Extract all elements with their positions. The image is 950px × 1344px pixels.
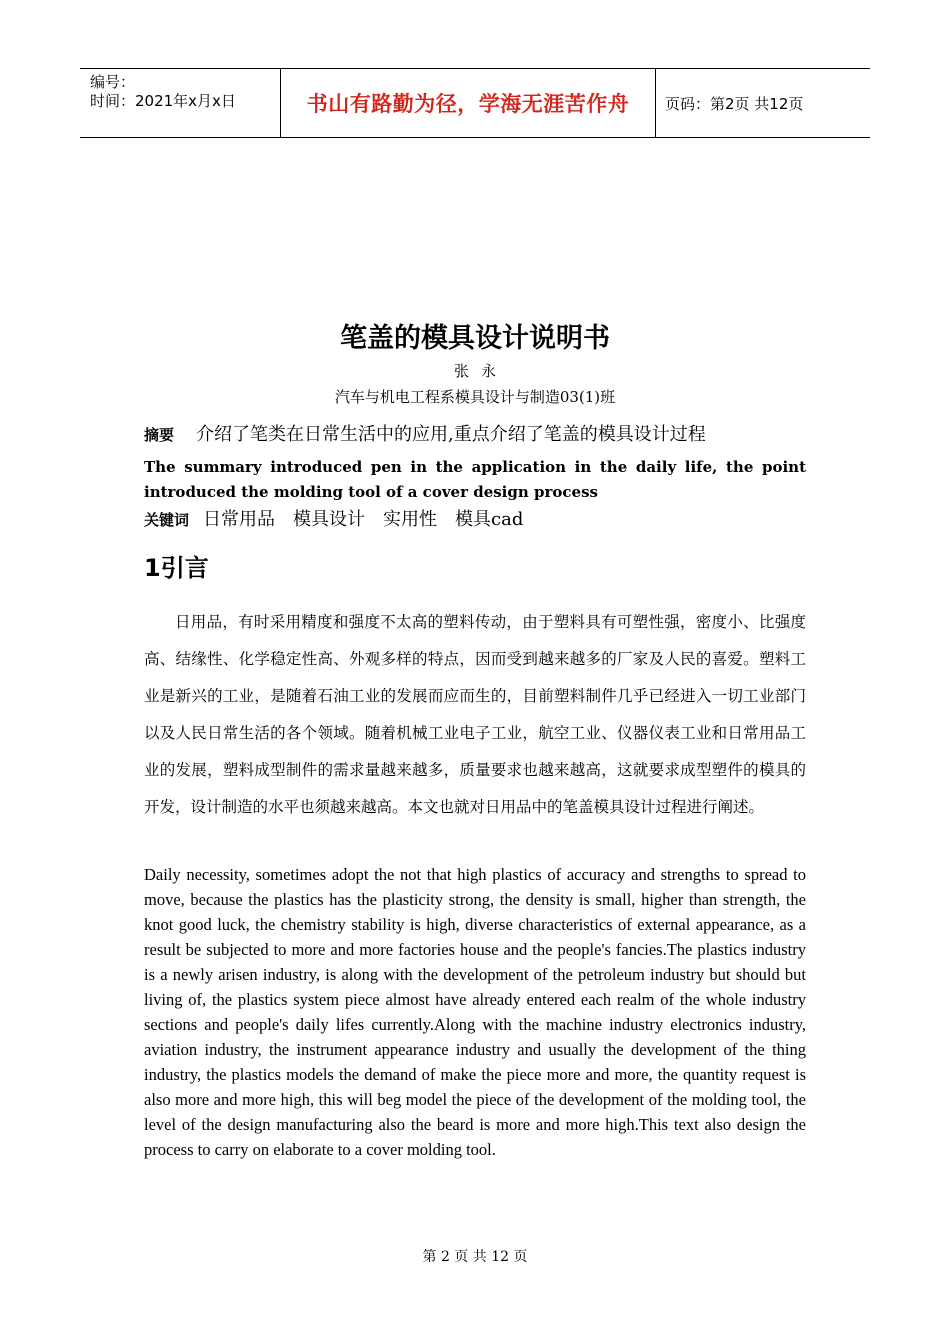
keywords-label: 关键词: [144, 511, 190, 529]
header-motto-cell: [280, 69, 656, 137]
department: 汽车与机电工程系模具设计与制造03(1)班: [334, 388, 616, 406]
abstract-zh-text: 介绍了笔类在日常生活中的应用,重点介绍了笔盖的模具设计过程: [196, 424, 706, 445]
header-info-cell: [80, 69, 280, 137]
document-title: 笔盖的模具设计说明书: [340, 323, 610, 354]
keyword-item: 实用性: [383, 509, 438, 530]
abstract-label: 摘要: [144, 426, 175, 444]
author-name: 张永: [453, 362, 508, 380]
keyword-item: 模具设计: [293, 509, 366, 530]
time-label: 时间：2021年x月x日: [90, 92, 236, 110]
section-heading: 1引言: [144, 554, 209, 582]
page-header: [80, 68, 870, 138]
keywords: [144, 505, 806, 531]
page-code: 页码：第2页 共12页: [665, 94, 804, 113]
abstract-en: The summary introduced pen in the application in the daily life, the point introduced the molding tool of a cover design process: [144, 458, 806, 501]
page-footer: 第 2 页 共 12 页: [422, 1249, 528, 1265]
paragraph-zh: 日用品，有时采用精度和强度不太高的塑料传动，由于塑料具有可塑性强，密度小、比强度高、结缘性、化学稳定性高、外观多样的特点，因而受到越来越多的厂家及人民的喜爱。塑料工业是新兴的工业，是随着石油工业的发展而应而生的，目前塑料制件几乎已经进入一切工业部门以及人民日常生活的各个领域。随着机械工业电子工业，航空工业、仪器仪表工业和日常用品工业的发展，塑料成型制件的需求量越来越多，质量要求也越来越高，这就要求成型塑件的模具的开发，设计制造的水平也须越来越高。本文也就对日用品中的笔盖模具设计过程进行阐述。: [144, 613, 806, 816]
header-page-cell: [655, 69, 870, 137]
serial-label: 编号：: [90, 73, 136, 91]
abstract-zh: [144, 420, 806, 446]
keyword-item: 日常用品: [203, 509, 276, 530]
paragraph-en: Daily necessity, sometimes adopt the not that high plastics of accuracy and strengths to spread to move, because the plastics has the plasticity strong, the density is small, higher than strength, the knot good luck, the chemistry stability is high, diverse characteristics of external appearance, as a result be subjected to more and more factories house and the people's fancies.The plastics industry is a newly arisen industry, is along with the development of the petroleum industry but should but living of, the plastics system piece almost have already entered each realm of the whole industry sections and people's daily lifes currently.Along with the machine industry electronics industry, aviation industry, the instrument appearance industry and usually the development of the thing industry, the plastics models the demand of make the piece more and more, the quantity request is also more and more high, this will beg model the piece of the development of the molding tool, the level of the design manufacturing also the beard is more and more high.This text also design the process to carry on elaborate to a cover molding tool.: [144, 865, 806, 1159]
motto-text: 书山有路勤为径，学海无涯苦作舟: [306, 92, 630, 116]
keyword-item: 模具cad: [455, 509, 524, 530]
